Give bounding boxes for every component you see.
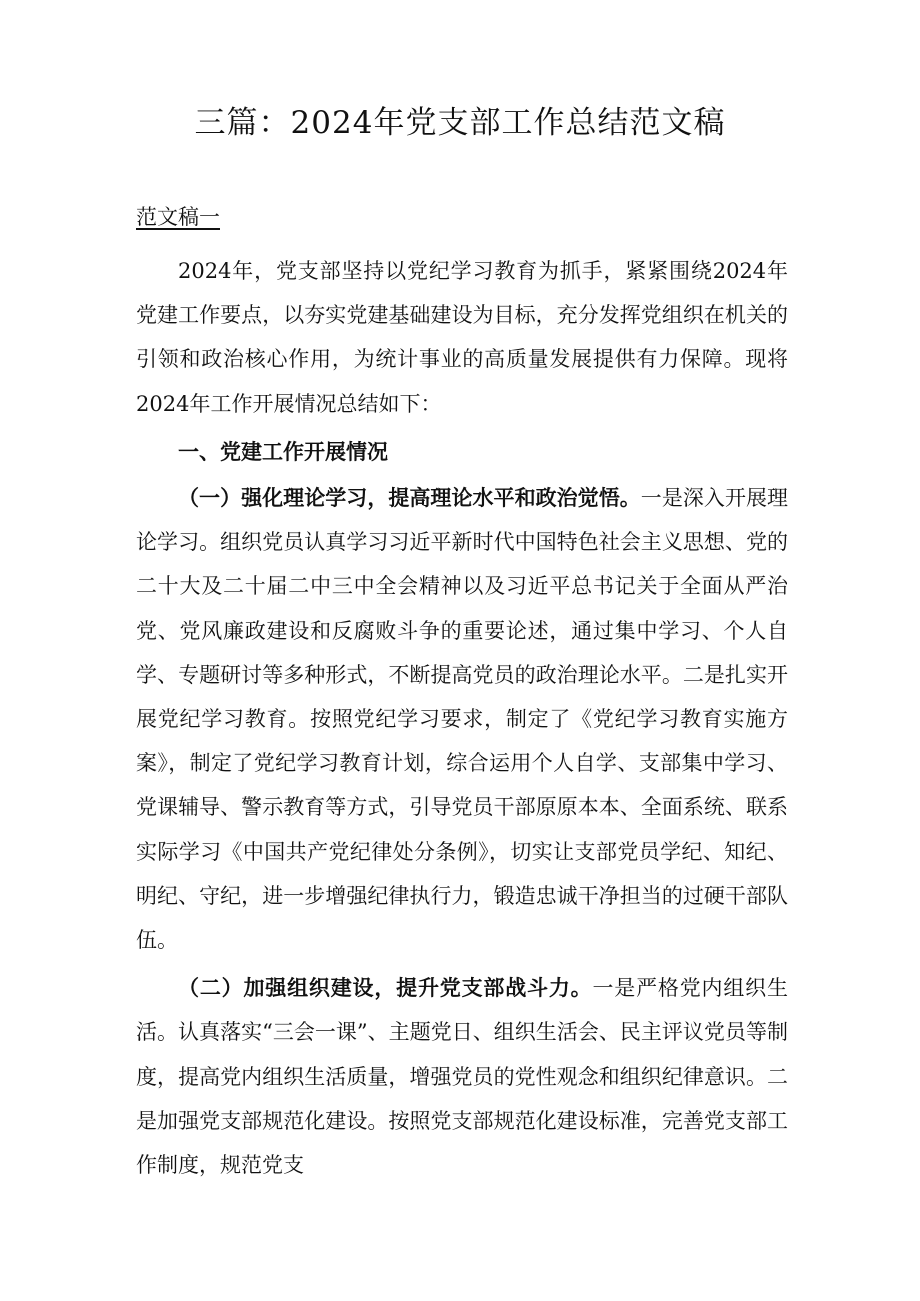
document-body: [136, 249, 788, 1187]
section-label: 范文稿一: [136, 205, 220, 229]
item-1-text: 一是深入开展理论学习。组织党员认真学习习近平新时代中国特色社会主义思想、党的二十大及二十届二中三中全会精神以及习近平总书记关于全面从严治党、党风廉政建设和反腐败斗争的重要论述，通过集中学习、个人自学、专题研讨等多种形式，不断提高党员的政治理论水平。二是扎实开展党纪学习教育。按照党纪学习要求，制定了《党纪学习教育实施方案》，制定了党纪学习教育计划，综合运用个人自学、支部集中学习、党课辅导、警示教育等方式，引导党员干部原原本本、全面系统、联系实际学习《中国共产党纪律处分条例》，切实让支部党员学纪、知纪、明纪、守纪，进一步增强纪律执行力，锻造忠诚干净担当的过硬干部队伍。: [136, 486, 789, 953]
document-title: 三篇：2024年党支部工作总结范文稿: [194, 105, 726, 141]
item-2-text: 一是严格党内组织生活。认真落实“三会一课”、主题党日、组织生活会、民主评议党员等制度，提高党内组织生活质量，增强党员的党性观念和组织纪律意识。二是加强党支部规范化建设。按照党支部规范化建设标准，完善党支部工作制度，规范党支: [136, 976, 789, 1178]
item-1-lead: （一）强化理论学习，提高理论水平和政治觉悟。: [178, 485, 641, 511]
item-1-paragraph: [136, 476, 788, 962]
item-2-paragraph: [136, 966, 788, 1187]
item-2-lead: （二）加强组织建设，提升党支部战斗力。: [178, 975, 593, 1001]
intro-paragraph: 2024年，党支部坚持以党纪学习教育为抓手，紧紧围绕2024年党建工作要点，以夯实党建基础建设为目标，充分发挥党组织在机关的引领和政治核心作用，为统计事业的高质量发展提供有力保障。现将2024年工作开展情况总结如下：: [136, 259, 788, 416]
section-heading: 一、党建工作开展情况: [178, 438, 388, 464]
